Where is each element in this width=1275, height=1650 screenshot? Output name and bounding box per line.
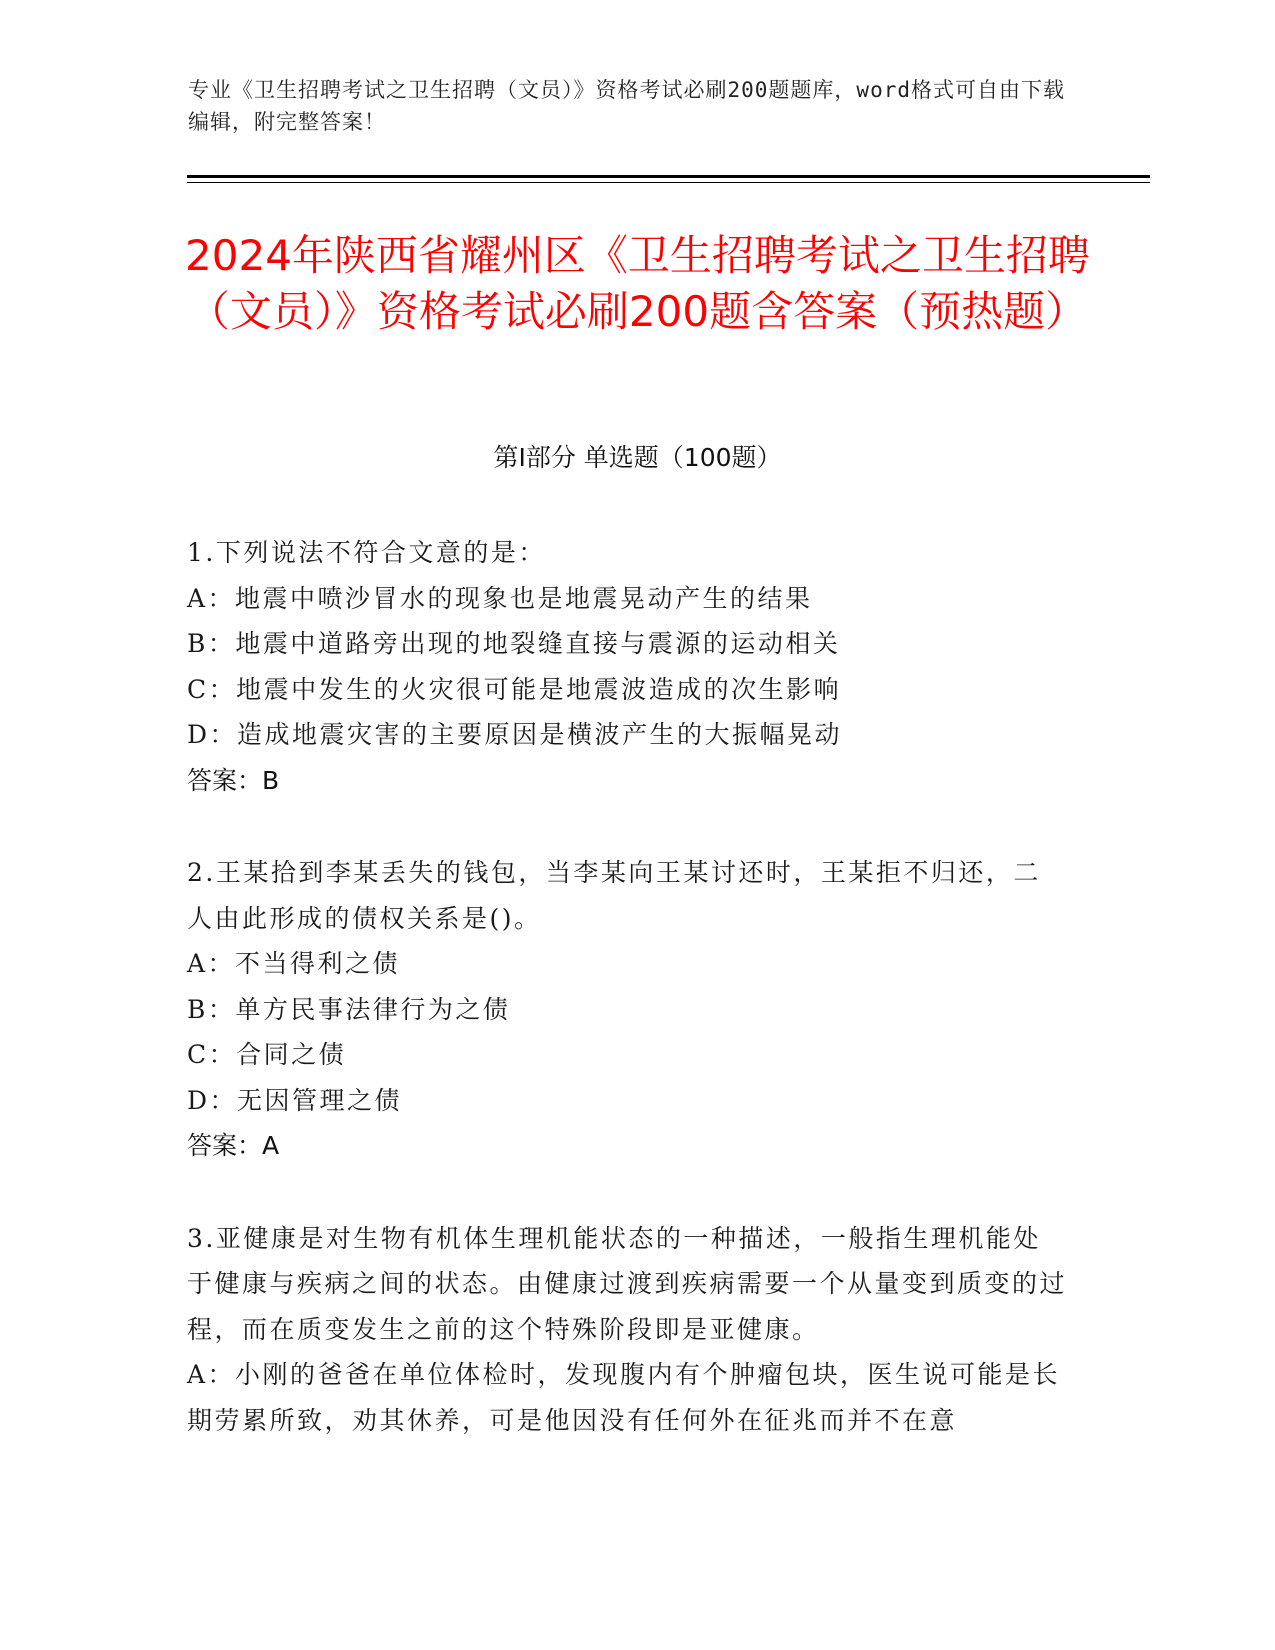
option-c: C：地震中发生的火灾很可能是地震波造成的次生影响 (187, 674, 842, 704)
answer: 答案：A (187, 1131, 280, 1160)
header-rule-thick (187, 175, 1150, 178)
question-1 (187, 530, 1067, 803)
option-d: D：无因管理之债 (187, 1085, 403, 1115)
question-2 (187, 850, 1067, 1169)
document-title: 2024年陕西省耀州区《卫生招聘考试之卫生招聘（文员）》资格考试必刷200题含答案（预热题） (185, 231, 1090, 336)
option-a: A：地震中喷沙冒水的现象也是地震晃动产生的结果 (187, 583, 813, 613)
question-list (187, 530, 1067, 1490)
option-c: C：合同之债 (187, 1040, 347, 1069)
question-stem: 1.下列说法不符合文意的是： (187, 538, 546, 567)
question-stem: 3.亚健康是对生物有机体生理机能状态的一种描述，一般指生理机能处于健康与疾病之间的状态。由健康过渡到疾病需要一个从量变到质变的过程，而在质变发生之前的这个特殊阶段即是亚健康。 (187, 1223, 1068, 1344)
question-stem: 2.王某拾到李某丢失的钱包，当李某向王某讨还时，王某拒不归还，二人由此形成的债权关系是()。 (187, 858, 1041, 933)
answer: 答案：B (187, 765, 280, 795)
section-title: 第Ⅰ部分 单选题（100题） (493, 443, 782, 472)
option-a: A：不当得利之债 (187, 949, 401, 978)
header-note: 专业《卫生招聘考试之卫生招聘（文员）》资格考试必刷200题题库，word格式可自由下载编辑，附完整答案！ (188, 78, 1065, 134)
option-b: B：单方民事法律行为之债 (187, 994, 511, 1024)
option-d: D：造成地震灾害的主要原因是横波产生的大振幅晃动 (187, 720, 843, 749)
option-a: A：小刚的爸爸在单位体检时，发现腹内有个肿瘤包块，医生说可能是长期劳累所致，劝其休养，可是他因没有任何外在征兆而并不在意 (187, 1360, 1061, 1435)
option-b: B：地震中道路旁出现的地裂缝直接与震源的运动相关 (187, 629, 841, 658)
header-rule-thin (187, 182, 1150, 183)
question-3 (187, 1216, 1067, 1444)
